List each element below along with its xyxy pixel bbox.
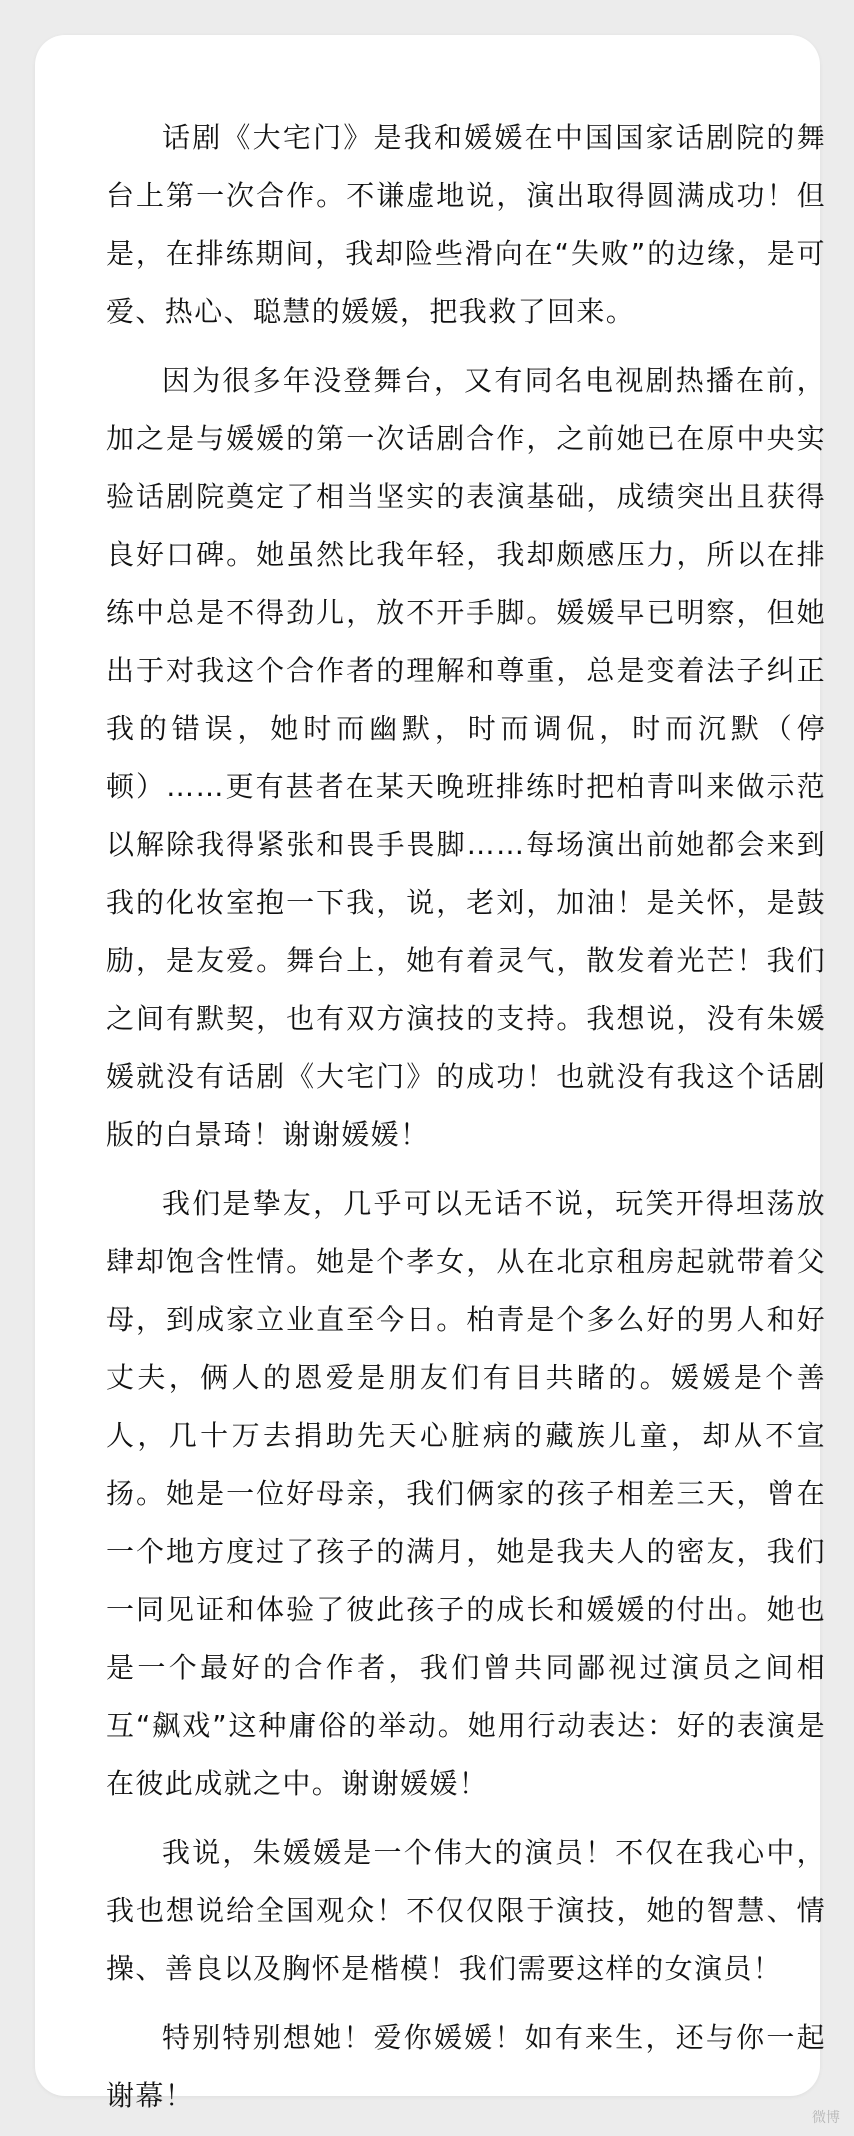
paragraph-1: 话剧《大宅门》是我和媛媛在中国国家话剧院的舞台上第一次合作。不谦虚地说，演出取得圆满成功！但是，在排练期间，我却险些滑向在“失败”的边缘，是可爱、热心、聪慧的媛媛，把我救了回来。 [106, 121, 826, 328]
watermark: 微博 [812, 2110, 840, 2126]
paragraph-4: 我说，朱媛媛是一个伟大的演员！不仅在我心中，我也想说给全国观众！不仅仅限于演技，她的智慧、情操、善良以及胸怀是楷模！我们需要这样的女演员！ [106, 1836, 826, 1985]
paragraph-3: 我们是挚友，几乎可以无话不说，玩笑开得坦荡放肆却饱含性情。她是个孝女，从在北京租房起就带着父母，到成家立业直至今日。柏青是个多么好的男人和好丈夫，俩人的恩爱是朋友们有目共睹的。媛媛是个善人，几十万去捐助先天心脏病的藏族儿童，却从不宣扬。她是一位好母亲，我们俩家的孩子相差三天，曾在一个地方度过了孩子的满月，她是我夫人的密友，我们一同见证和体验了彼此孩子的成长和媛媛的付出。她也是一个最好的合作者，我们曾共同鄙视过演员之间相互“飙戏”这种庸俗的举动。她用行动表达：好的表演是在彼此成就之中。谢谢媛媛！ [106, 1187, 826, 1800]
letter-card [35, 35, 826, 2112]
paragraph-2: 因为很多年没登舞台，又有同名电视剧热播在前，加之是与媛媛的第一次话剧合作，之前她已在原中央实验话剧院奠定了相当坚实的表演基础，成绩突出且获得良好口碑。她虽然比我年轻，我却颇感压力，所以在排练中总是不得劲儿，放不开手脚。媛媛早已明察，但她出于对我这个合作者的理解和尊重，总是变着法子纠正我的错误，她时而幽默，时而调侃，时而沉默（停顿）……更有甚者在某天晚班排练时把柏青叫来做示范以解除我得紧张和畏手畏脚……每场演出前她都会来到我的化妆室抱一下我，说，老刘，加油！是关怀，是鼓励，是友爱。舞台上，她有着灵气，散发着光芒！我们之间有默契，也有双方演技的支持。我想说，没有朱媛媛就没有话剧《大宅门》的成功！也就没有我这个话剧版的白景琦！谢谢媛媛！ [106, 364, 826, 1151]
letter-body [106, 109, 826, 2136]
paragraph-5: 特别特别想她！爱你媛媛！如有来生，还与你一起谢幕！ [106, 2021, 826, 2112]
